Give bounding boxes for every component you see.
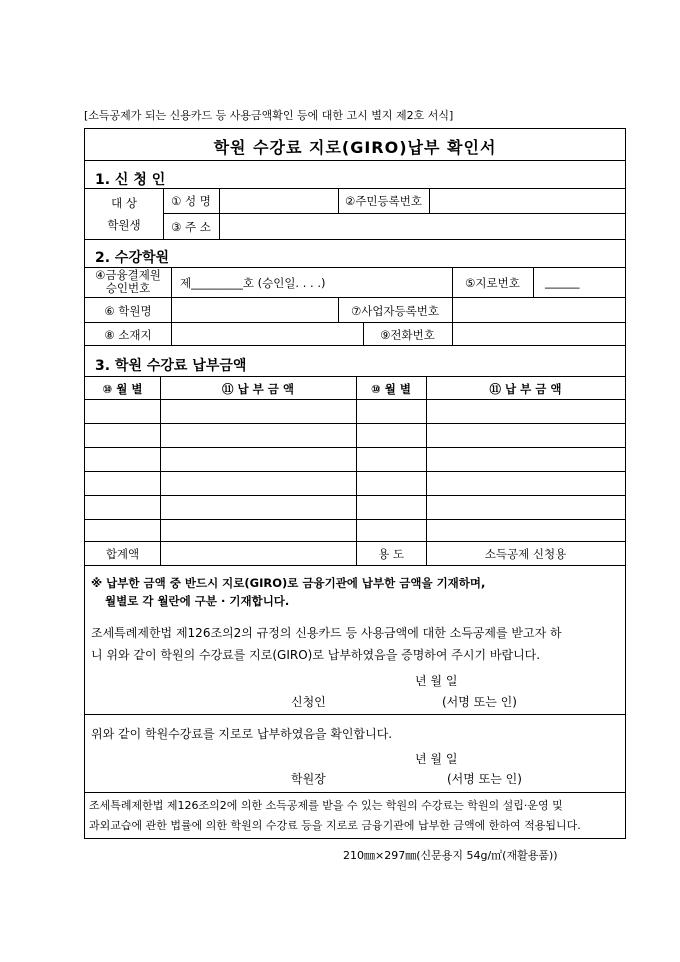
name-label: ① 성 명: [171, 194, 211, 208]
paper-size-note: 210㎜×297㎜(신문용지 54g/㎡(재활용품)): [343, 849, 558, 862]
director-signature[interactable]: (서명 또는 인): [447, 772, 522, 786]
academy-name-label: ⑥ 학원명: [104, 304, 152, 318]
divider: [85, 714, 625, 715]
divider: [85, 267, 625, 268]
usage-value: 소득공제 신청용: [484, 547, 567, 561]
divider: [85, 495, 625, 496]
phone-field[interactable]: [453, 323, 624, 344]
approval-number-field[interactable]: 제_________호 (승인일. . . .): [180, 276, 326, 290]
business-number-field[interactable]: [453, 298, 624, 321]
divider: [85, 447, 625, 448]
form-reference-note: [소득공제가 되는 신용카드 등 사용금액확인 등에 대한 고시 별지 제2호 서식]: [84, 109, 454, 122]
giro-number-label: ⑤지로번호: [465, 276, 520, 290]
total-label: 합계액: [105, 547, 140, 561]
column-amount: ⑪ 납 부 금 액: [222, 382, 294, 396]
address-field[interactable]: [220, 214, 624, 238]
footer-line-2: 과외교습에 관한 법률에 의한 학원의 수강료 등을 지로로 금융기관에 납부한 금액에 한하여 적용됩니다.: [89, 819, 581, 832]
approval-label-line1: ④금융결제원: [95, 268, 161, 282]
total-amount-field[interactable]: [161, 542, 355, 564]
academy-name-field[interactable]: [172, 298, 337, 321]
rrn-label: ②주민등록번호: [345, 194, 422, 208]
column-month-2: ⑩ 월 별: [371, 382, 411, 396]
divider: [85, 519, 625, 520]
request-paragraph-line-2: 니 위와 같이 학원의 수강료를 지로(GIRO)로 납부하였음을 증명하여 주시기 바랍니다.: [91, 648, 541, 662]
confirmation-date: 년 월 일: [415, 752, 458, 766]
title-divider: [85, 160, 625, 161]
giro-payment-form: [84, 128, 626, 839]
divider: [85, 423, 625, 424]
director-label: 학원장: [291, 772, 326, 786]
business-number-label: ⑦사업자등록번호: [350, 304, 440, 318]
form-title: 학원 수강료 지로(GIRO)납부 확인서: [213, 138, 497, 157]
applicant-signature[interactable]: (서명 또는 인): [442, 695, 517, 709]
student-label: 학원생: [107, 218, 141, 232]
section2-heading: 2. 수강학원: [95, 250, 170, 266]
location-label: ⑧ 소재지: [104, 328, 152, 342]
divider: [426, 376, 427, 565]
divider: [85, 471, 625, 472]
rrn-field[interactable]: [430, 189, 624, 212]
confirmation-text: 위와 같이 학원수강료를 지로로 납부하였음을 확인합니다.: [91, 727, 393, 741]
divider: [85, 239, 625, 240]
application-date: 년 월 일: [415, 674, 458, 688]
usage-label: 용 도: [378, 547, 404, 561]
divider: [533, 267, 534, 297]
applicant-label: 신청인: [291, 695, 326, 709]
divider: [85, 376, 625, 377]
target-label: 대 상: [111, 196, 137, 210]
request-paragraph-line-1: 조세특례제한법 제126조의2의 규정의 신용카드 등 사용금액에 대한 소득공제를 받고자 하: [91, 626, 562, 640]
phone-label: ⑨전화번호: [380, 328, 435, 342]
giro-number-field[interactable]: ______: [545, 275, 580, 289]
footer-line-1: 조세특례제한법 제126조의2에 의한 소득공제를 받을 수 있는 학원의 수강료는 학원의 설립·운영 및: [89, 799, 563, 812]
divider: [85, 399, 625, 400]
section1-heading: 1. 신 청 인: [95, 172, 166, 188]
divider: [85, 792, 625, 793]
address-label: ③ 주 소: [171, 220, 211, 234]
notice-line-2: 월별로 각 월란에 구분 · 기재합니다.: [105, 594, 290, 608]
divider: [85, 565, 625, 566]
section3-heading: 3. 학원 수강료 납부금액: [95, 358, 247, 374]
divider: [160, 376, 161, 565]
approval-label: [85, 269, 171, 295]
column-amount-2: ⑪ 납 부 금 액: [489, 382, 562, 396]
name-field[interactable]: [220, 189, 337, 212]
approval-label-line2: 승인번호: [105, 281, 151, 295]
divider: [356, 376, 357, 565]
notice-line-1: ※ 납부한 금액 중 반드시 지로(GIRO)로 금융기관에 납부한 금액을 기재하며,: [91, 576, 486, 590]
divider: [85, 345, 625, 346]
location-field[interactable]: [172, 323, 362, 344]
column-month: ⑩ 월 별: [102, 382, 143, 396]
